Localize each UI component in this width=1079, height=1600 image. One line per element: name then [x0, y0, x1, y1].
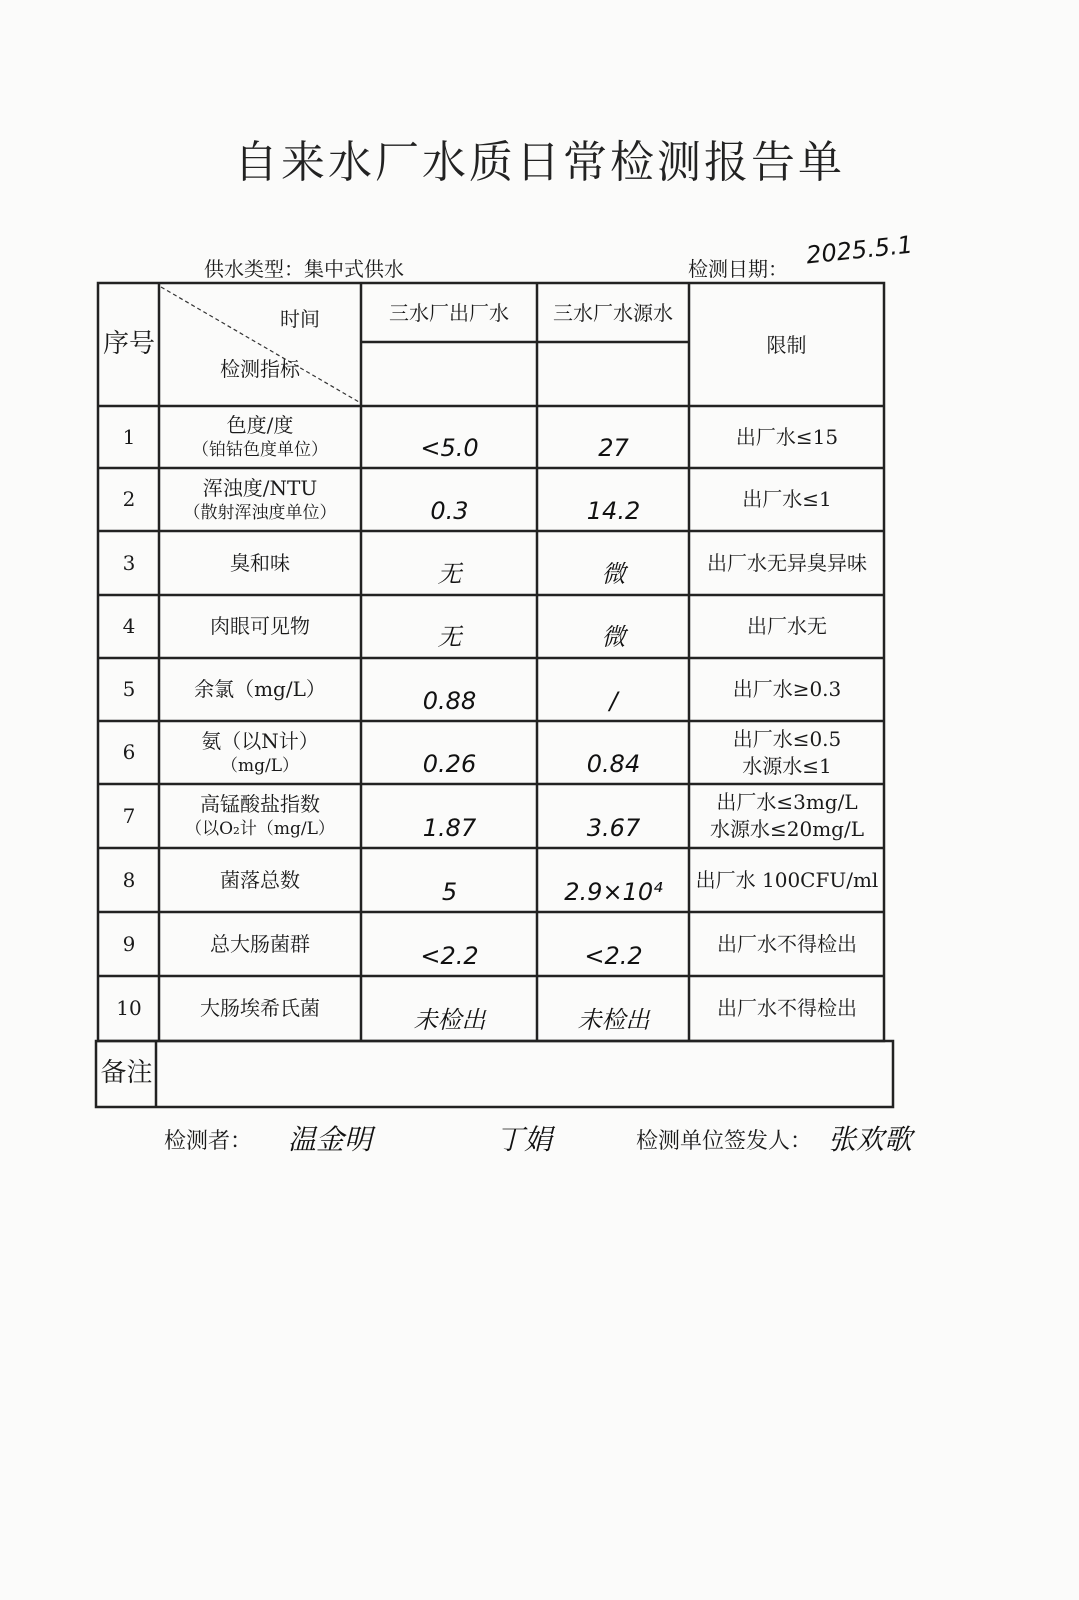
supply-type-value: 集中式供水 — [304, 257, 404, 281]
header-col-outlet: 三水厂出厂水 — [389, 300, 509, 325]
row-limit — [690, 531, 884, 595]
outlet-water-value-text: <2.2 — [420, 942, 479, 970]
header-index: 序号 — [102, 329, 155, 360]
source-water-value — [538, 406, 689, 462]
limit-text-2: 水源水≤20mg/L — [710, 817, 864, 841]
indicator-unit: （铂钴色度单位） — [192, 440, 328, 461]
source-water-value — [538, 595, 689, 652]
row-index-text: 2 — [122, 487, 136, 511]
row-index — [99, 406, 159, 468]
limit-text-2: 水源水≤1 — [742, 753, 832, 778]
header-limit: 限制 — [766, 332, 807, 357]
outlet-water-value — [362, 658, 537, 715]
source-water-value — [538, 784, 689, 842]
outlet-water-value-text: 5 — [441, 878, 458, 906]
source-water-value — [538, 531, 689, 589]
row-index — [99, 468, 159, 531]
tester-signature-1: 温金明 — [288, 1123, 373, 1156]
row-indicator — [160, 468, 360, 531]
row-index-text: 9 — [122, 931, 136, 956]
row-index — [99, 912, 159, 976]
indicator-name: 大肠埃希氏菌 — [200, 996, 320, 1020]
outlet-water-value-text: <5.0 — [420, 434, 479, 462]
indicator-name: 肉眼可见物 — [210, 614, 310, 638]
source-water-value-text: 14.2 — [586, 497, 641, 525]
source-water-value — [538, 848, 689, 906]
outlet-water-value-text: 1.87 — [422, 814, 477, 842]
indicator-name: 高锰酸盐指数 — [200, 792, 320, 817]
outlet-water-value-text: 0.3 — [430, 497, 469, 525]
remarks-label: 备注 — [100, 1058, 153, 1089]
outlet-water-value-text: 无 — [437, 623, 462, 651]
indicator-name: 色度/度 — [226, 413, 294, 438]
outlet-water-value — [362, 784, 537, 842]
outlet-water-value-text: 未检出 — [413, 1006, 486, 1034]
source-water-value-text: 0.84 — [586, 750, 641, 778]
row-index-text: 6 — [122, 740, 136, 764]
page-title: 自来水厂水质日常检测报告单 — [234, 137, 845, 188]
row-index — [99, 784, 159, 848]
outlet-water-value — [362, 912, 537, 970]
header-time: 时间 — [280, 306, 320, 331]
row-limit — [690, 658, 884, 721]
row-limit — [690, 468, 884, 531]
row-index — [99, 595, 159, 658]
limit-text: 出厂水≤0.5 — [732, 726, 842, 751]
outlet-water-value — [362, 531, 537, 589]
header-indicator: 检测指标 — [220, 356, 300, 381]
source-water-value-text: <2.2 — [584, 942, 643, 970]
indicator-name: 菌落总数 — [220, 867, 300, 892]
row-indicator — [160, 976, 360, 1041]
row-limit — [690, 912, 884, 976]
row-limit — [690, 784, 884, 848]
outlet-water-value — [362, 468, 537, 525]
header-col-source: 三水厂水源水 — [553, 300, 673, 325]
row-index — [99, 976, 159, 1041]
limit-text: 出厂水不得检出 — [717, 931, 857, 956]
row-index-text: 1 — [122, 424, 136, 449]
row-index-text: 5 — [122, 677, 136, 701]
tester-signature-2: 丁娟 — [496, 1123, 553, 1156]
outlet-water-value-text: 0.88 — [422, 687, 477, 715]
test-date-value: 2025.5.1 — [804, 230, 915, 270]
limit-text: 出厂水≤1 — [742, 487, 832, 511]
indicator-unit: （散射浑浊度单位） — [183, 502, 337, 523]
supply-type-label: 供水类型： — [204, 257, 304, 281]
remarks-value — [157, 1042, 892, 1106]
indicator-name: 浑浊度/NTU — [202, 475, 318, 500]
row-limit — [690, 406, 884, 468]
source-water-value-text: 微 — [601, 623, 626, 651]
source-water-value-text: 3.67 — [586, 814, 641, 842]
row-index — [99, 531, 159, 595]
row-limit — [690, 595, 884, 658]
source-water-value-text: / — [609, 687, 618, 715]
row-index — [99, 848, 159, 912]
limit-text: 出厂水无异臭异味 — [707, 550, 867, 575]
outlet-water-value-text: 无 — [437, 560, 462, 588]
outlet-water-value — [362, 721, 537, 778]
row-limit — [690, 848, 884, 912]
source-water-value — [538, 658, 689, 715]
row-index-text: 7 — [122, 803, 136, 828]
row-index-text: 4 — [122, 614, 136, 638]
issuer-label: 检测单位签发人： — [636, 1129, 813, 1154]
limit-text: 出厂水≥0.3 — [732, 677, 842, 701]
row-index — [99, 658, 159, 721]
row-indicator — [160, 721, 360, 784]
row-indicator — [160, 912, 360, 976]
row-index-text: 3 — [122, 550, 136, 575]
source-water-value-text: 2.9×10⁴ — [564, 878, 663, 906]
source-water-value — [538, 976, 689, 1035]
row-indicator — [160, 658, 360, 721]
limit-text: 出厂水≤3mg/L — [716, 790, 858, 814]
source-water-value-text: 微 — [601, 560, 626, 588]
indicator-name: 氨（以N计） — [201, 728, 319, 753]
limit-text: 出厂水不得检出 — [717, 996, 857, 1020]
limit-text: 出厂水≤15 — [735, 424, 839, 449]
row-index-text: 10 — [116, 996, 142, 1020]
indicator-unit: （以O₂计（mg/L） — [185, 819, 335, 840]
test-date-label: 检测日期： — [688, 257, 788, 281]
row-indicator — [160, 784, 360, 848]
outlet-water-value — [362, 848, 537, 906]
indicator-name: 总大肠菌群 — [210, 931, 310, 956]
row-limit — [690, 721, 884, 784]
row-index-text: 8 — [122, 867, 136, 892]
source-water-value-text: 27 — [598, 434, 629, 462]
limit-text: 出厂水无 — [747, 614, 827, 638]
limit-text: 出厂水 100CFU/ml — [695, 867, 879, 892]
tester-label: 检测者： — [164, 1129, 253, 1154]
outlet-water-value — [362, 976, 537, 1035]
row-indicator — [160, 406, 360, 468]
row-index — [99, 721, 159, 784]
source-water-value — [538, 468, 689, 525]
source-water-value — [538, 912, 689, 970]
issuer-signature: 张欢歌 — [828, 1123, 913, 1156]
outlet-water-value — [362, 595, 537, 652]
row-indicator — [160, 531, 360, 595]
indicator-unit: （mg/L） — [220, 755, 300, 776]
row-indicator — [160, 848, 360, 912]
source-water-value — [538, 721, 689, 778]
outlet-water-value-text: 0.26 — [422, 750, 477, 778]
indicator-name: 臭和味 — [230, 550, 290, 575]
row-limit — [690, 976, 884, 1041]
indicator-name: 余氯（mg/L） — [194, 677, 326, 701]
row-indicator — [160, 595, 360, 658]
outlet-water-value — [362, 406, 537, 462]
source-water-value-text: 未检出 — [577, 1006, 650, 1034]
